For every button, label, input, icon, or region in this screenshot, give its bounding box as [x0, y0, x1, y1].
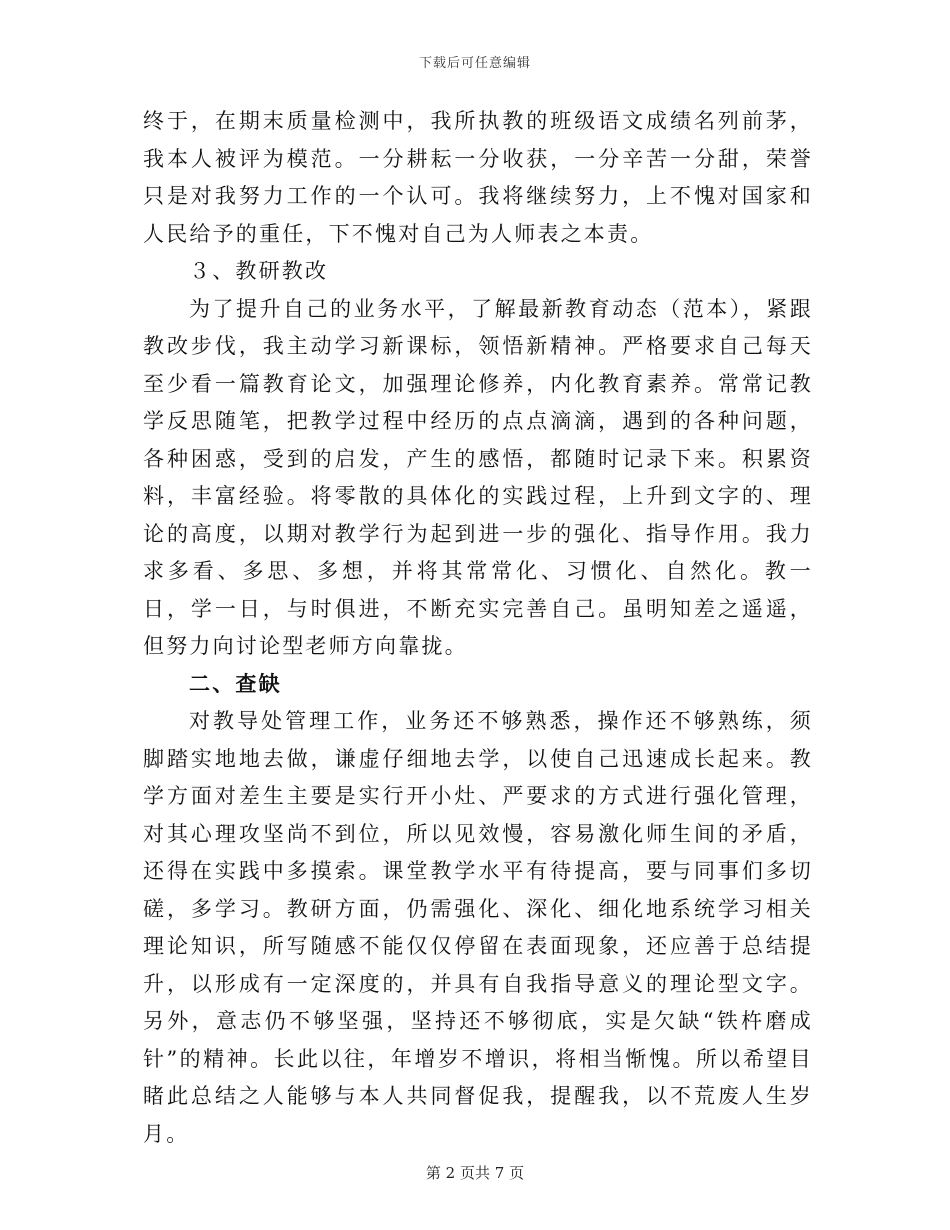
paragraph-teaching-research: 为了提升自己的业务水平，了解最新教育动态（范本），紧跟教改步伐，我主动学习新课标，领悟新精神。严格要求自己每天至少看一篇教育论文，加强理论修养，内化教育素养。常常记教学反思随笔，把教学过程中经历的点点滴滴，遇到的各种问题，各种困惑，受到的启发，产生的感悟，都随时记录下来。积累资料，丰富经验。将零散的具体化的实践过程，上升到文字的、理论的高度，以期对教学行为起到进一步的强化、指导作用。我力求多看、多思、多想，并将其常常化、习惯化、自然化。教一日，学一日，与时俱进，不断充实完善自己。虽明知差之遥遥，但努力向讨论型老师方向靠拢。 [143, 296, 813, 658]
paragraph-achievement: 终于，在期末质量检测中，我所执教的班级语文成绩名列前茅，我本人被评为模范。一分耕耘一分收获，一分辛苦一分甜，荣誉只是对我努力工作的一个认可。我将继续努力，上不愧对国家和人民给予的重任，下不愧对自己为人师表之本责。 [143, 109, 813, 246]
page-header: 下载后可任意编辑 [418, 56, 531, 71]
section-heading-shortcomings: 二、查缺 [189, 671, 282, 696]
document-body [143, 103, 813, 1153]
page-number: 第 2 页共 7 页 [425, 1164, 525, 1182]
subheading-teaching-research: ３、教研教改 [189, 259, 329, 283]
paragraph-shortcomings: 对教导处管理工作，业务还不够熟悉，操作还不够熟练，须脚踏实地地去做，谦虚仔细地去学，以使自己迅速成长起来。教学方面对差生主要是实行开小灶、严要求的方式进行强化管理，对其心理攻坚尚不到位，所以见效慢，容易激化师生间的矛盾，还得在实践中多摸索。课堂教学水平有待提高，要与同事们多切磋，多学习。教研方面，仍需强化、深化、细化地系统学习相关理论知识，所写随感不能仅仅停留在表面现象，还应善于总结提升，以形成有一定深度的，并具有自我指导意义的理论型文字。另外，意志仍不够坚强，坚持还不够彻底，实是欠缺“铁杵磨成针”的精神。长此以往，年增岁不增识，将相当惭愧。所以希望目睹此总结之人能够与本人共同督促我，提醒我，以不荒废人生岁月。 [143, 709, 813, 1146]
